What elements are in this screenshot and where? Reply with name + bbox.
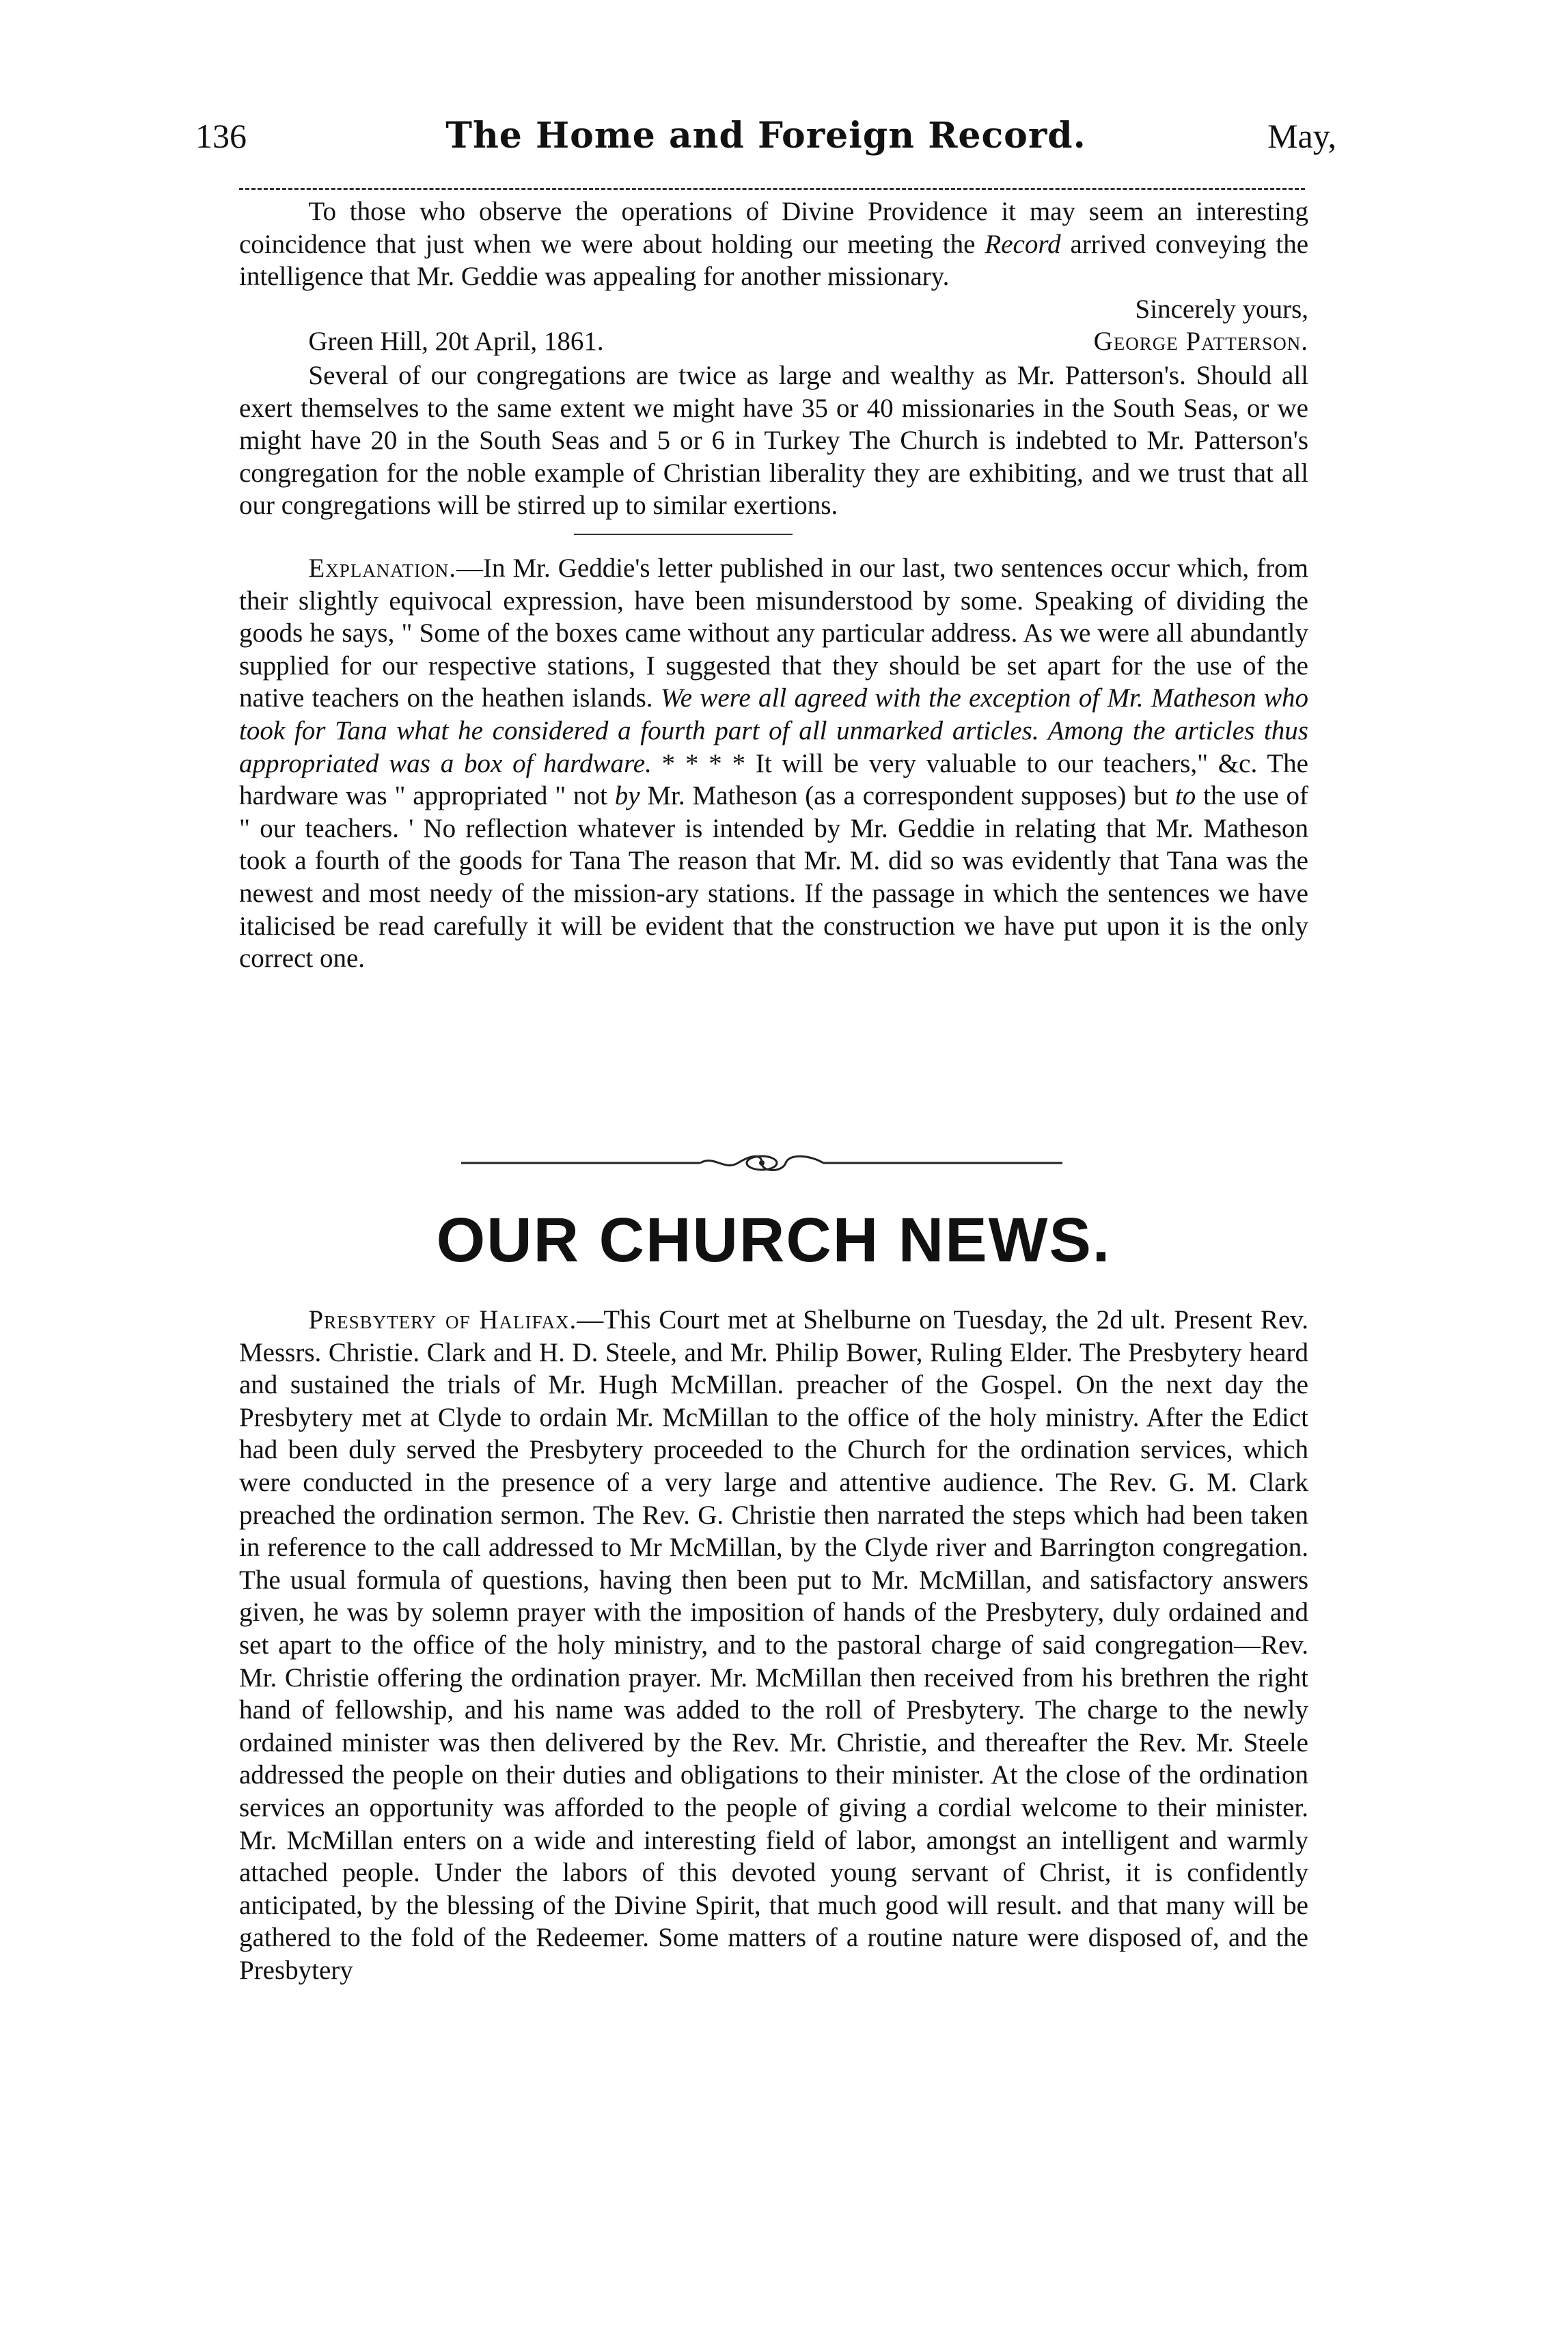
- letter-closing-row: [239, 293, 1308, 326]
- letter-body: [239, 195, 1308, 293]
- explanation-text-4: the use of " our teachers. ' No reflection whatever is intended by Mr. Geddie in relating that Mr. Matheson took a fourth of the goods for Tana The reason that Mr. M. did so was evidently that Tana was the newest and most needy of the mission-ary stations. If the passage in which the sentences we have italicised be read carefully it will be evident that the construction we have put upon it is the only correct one.: [239, 781, 1308, 974]
- letter-body-text: To those who observe the operations of Divine Providence it may seem an interesting coincidence that just when we were about holding our meeting the: [239, 197, 1308, 259]
- news-paragraph: [239, 1304, 1308, 1986]
- header-rule: [239, 188, 1305, 190]
- explanation-text-2: * * * * It will be very valuable to our teachers," &c. The hardware was " appropriated " not: [239, 748, 1308, 811]
- section-heading: OUR CHURCH NEWS.: [436, 1205, 1112, 1275]
- news-text: —This Court met at Shelburne on Tuesday, the 2d ult. Present Rev. Messrs. Christie. Clark and H. D. Steele, and Mr. Philip Bower, Ruling Elder. The Presbytery heard and sustained the trials of Mr. Hugh McMillan. preacher of the Gospel. On the next day the Presbytery met at Clyde to ordain Mr. McMillan to the office of the holy ministry. After the Edict had been duly served the Presbytery proceeded to the Church for the ordination services, which were conducted in the presence of a very large and attentive audience. The Rev. G. M. Clark preached the ordination sermon. The Rev. G. Christie then narrated the steps which had been taken in reference to the call addressed to Mr McMillan, by the Clyde river and Barrington congregation. The usual formula of questions, having then been put to Mr. McMillan, and satisfactory answers given, he was by solemn prayer with the imposition of hands of the Presbytery, duly ordained and set apart to the office of the holy ministry, and to the pastoral charge of said congregation—Rev. Mr. Christie offering the ordination prayer. Mr. McMillan then received from his brethren the right hand of fellowship, and his name was added to the roll of Presbytery. The charge to the newly ordained minister was then delivered by the Rev. Mr. Christie, and thereafter the Rev. Mr. Steele addressed the people on their duties and obligations to their minister. At the close of the ordination services an opportunity was afforded to the people of giving a cordial welcome to their minister. Mr. McMillan enters on a wide and interesting field of labor, amongst an intelligent and warmly attached people. Under the labors of this devoted young servant of Christ, it is confidently anticipated, by the blessing of the Divine Spirit, that much good will result. and that many will be gathered to the fold of the Redeemer. Some matters of a routine nature were disposed of, and the Presbytery: [239, 1305, 1309, 1985]
- explanation-text-3: Mr. Matheson (as a correspondent supposes) but: [639, 781, 1175, 811]
- ornamental-divider: [461, 1149, 1062, 1177]
- letter-signature: George Patterson.: [1093, 327, 1308, 357]
- page-number: 136: [195, 117, 247, 155]
- explanation-italic-1: We were all agreed with the exception of Mr. Matheson who took for Tana what he considered a fourth part of all unmarked articles. Among the articles thus appropriated was a box of hardware.: [239, 683, 1308, 778]
- letter-body-end: arrived conveying the intelligence that Mr. Geddie was appealing for another missionary.: [239, 229, 1309, 292]
- comment-text: Several of our congregations are twice as large and wealthy as Mr. Patterson's. Should all exert themselves to the same extent we might have 35 or 40 missionaries in the South Seas, or we might have 20 in the South Seas and 5 or 6 in Turkey The Church is indebted to Mr. Patterson's congregation for the noble example of Christian liberality they are exhibiting, and we trust that all our congregations will be stirred up to similar exertions.: [239, 361, 1308, 521]
- news-label: Presbytery of Halifax.: [308, 1305, 577, 1334]
- letter-closing: Sincerely yours,: [1135, 294, 1308, 324]
- explanation-italic-2: by: [614, 781, 640, 811]
- header-month: May,: [1267, 117, 1336, 155]
- short-rule: [574, 534, 793, 535]
- letter-place-date: Green Hill, 20t April, 1861.: [308, 327, 604, 357]
- journal-title: The Home and Foreign Record.: [445, 115, 1086, 156]
- explanation-label: Explanation.: [308, 553, 456, 583]
- explanation-paragraph: [239, 552, 1308, 975]
- letter-body-italic: Record: [985, 229, 1061, 259]
- explanation-italic-3: to: [1174, 781, 1196, 811]
- church-news-article: [239, 1304, 1308, 1986]
- running-header: [195, 111, 1336, 161]
- letter-excerpt: [239, 195, 1308, 358]
- explanation-text-1: —In Mr. Geddie's letter published in our last, two sentences occur which, from their slightly equivocal expression, have been misunderstood by some. Speaking of dividing the goods he says, " Some of the boxes came without any particular address. As we were all abundantly supplied for our respective stations, I suggested that they should be set apart for the use of the native teachers on the heathen islands.: [239, 553, 1308, 713]
- editorial-comment: [239, 359, 1308, 522]
- letter-place-row: [239, 325, 1308, 358]
- explanation-article: [239, 552, 1308, 975]
